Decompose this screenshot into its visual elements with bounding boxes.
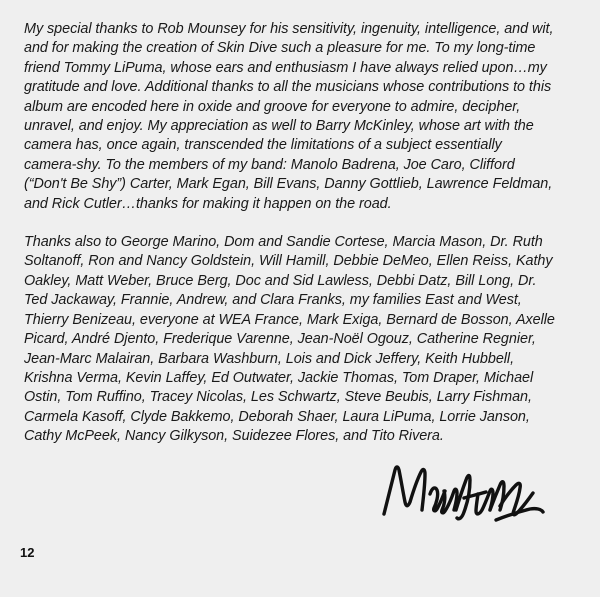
- signature-mark: [378, 458, 548, 528]
- acknowledgements-paragraph-2: Thanks also to George Marino, Dom and Sandie Cortese, Marcia Mason, Dr. Ruth Soltanoff, Ron and Nancy Goldstein, Will Hamill, Debbie DeMeo, Ellen Reiss, Kathy Oakley, Matt Weber, Bruce Berg, Doc and Sid Lawless, Debbi Datz, Bill Long, Dr. Ted Jackaway, Frannie, Andrew, and Clara Franks, my families East and West, Thierry Benizeau, everyone at WEA France, Mark Exiga, Bernard de Bosson, Axelle Picard, André Djento, Frederique Varenne, Jean-Noël Ogouz, Catherine Regnier, Jean-Marc Malairan, Barbara Washburn, Lois and Dick Jeffery, Keith Hubbell, Krishna Verma, Kevin Laffey, Ed Outwater, Jackie Thomas, Tom Draper, Michael Ostin, Tom Ruffino, Tracey Nicolas, Les Schwartz, Steve Beubis, Larry Fishman, Carmela Kasoff, Clyde Bakkemo, Deborah Shaer, Laura LiPuma, Lorrie Janson, Cathy McPeek, Nancy Gilkyson, Suidezee Flores, and Tito Rivera.: [24, 234, 559, 445]
- liner-notes-body: [24, 20, 558, 447]
- page-number: 12: [20, 545, 35, 560]
- acknowledgements-paragraph-1: My special thanks to Rob Mounsey for his sensitivity, ingenuity, intelligence, and wit, and for making the creation of Skin Dive such a pleasure for me. To my long-time friend Tommy LiPuma, whose ears and enthusiasm I have always relied upon…my gratitude and love. Additional thanks to all the musicians whose contributions to this album are encoded here in oxide and groove for everyone to admire, decipher, unravel, and enjoy. My appreciation as well to Barry McKinley, whose art with the camera has, once again, transcended the limitations of a subject essentially camera-shy. To the members of my band: Manolo Badrena, Joe Caro, Clifford (“Don't Be Shy”) Carter, Mark Egan, Bill Evans, Danny Gottlieb, Lawrence Feldman, and Rick Cutler…thanks for making it happen on the road.: [24, 21, 558, 212]
